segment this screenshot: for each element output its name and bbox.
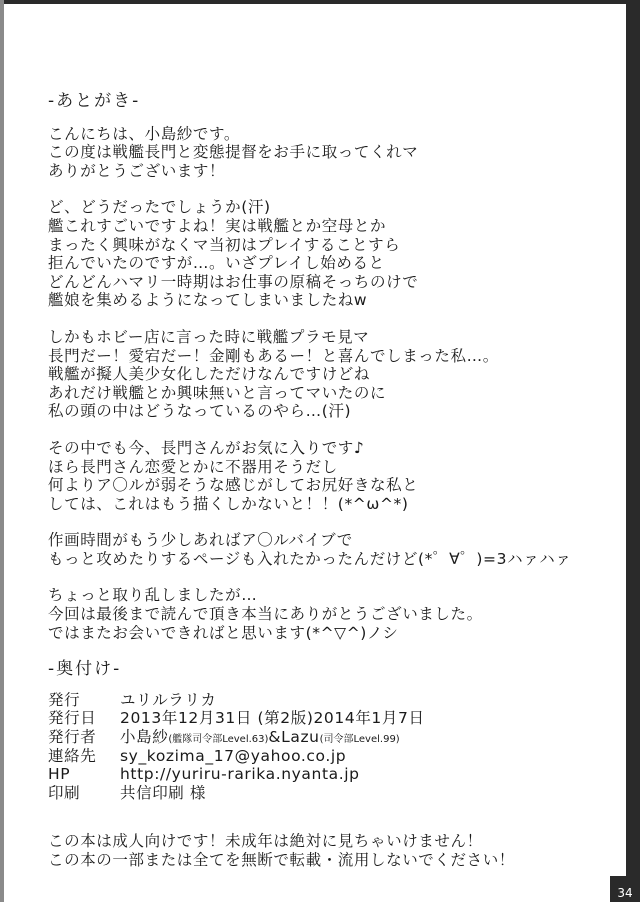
- text-line: どんどんハマリ一時期はお仕事の原稿そっちのけで: [48, 272, 419, 291]
- copyright-notice: この本の一部または全てを無断で転載・流用しないでください！: [48, 851, 515, 869]
- text-line: その中でも今、長門さんがお気に入りです♪: [48, 438, 365, 457]
- printer-name: 共信印刷 様: [120, 783, 207, 802]
- colophon-row-author: [48, 728, 608, 747]
- colophon-table: [48, 691, 608, 803]
- text-line: 私の頭の中はどうなっているのやら…(汗): [48, 402, 352, 421]
- afterword-paragraph-5: [48, 531, 608, 568]
- afterword-paragraph-4: [48, 439, 608, 513]
- text-line: まったく興味がなくマ当初はプレイすることすら: [48, 235, 401, 254]
- text-line: しては、これはもう描くしかないと！！(*^ω^*): [48, 494, 409, 513]
- text-line: 艦これすごいですよね！実は戦艦とか空母とか: [48, 216, 387, 235]
- afterword-paragraph-2: [48, 198, 608, 310]
- scan-edge-top: [0, 0, 640, 4]
- colophon-row-date: [48, 709, 608, 728]
- text-line: 戦艦が擬人美少女化しただけなんですけどね: [48, 365, 371, 384]
- author-rank-1: (艦隊司令部Level.63): [168, 734, 269, 746]
- text-line: 作画時間がもう少しあればア〇ルバイブで: [48, 531, 353, 550]
- author-name-1: 小島紗: [120, 728, 169, 747]
- text-line: 艦娘を集めるようになってしまいましたねw: [48, 291, 368, 310]
- text-line: 長門だー！愛宕だー！金剛もあるー！と喜んでしまった私…。: [48, 346, 499, 365]
- publish-date: 2013年12月31日 (第2版)2014年1月7日: [120, 709, 425, 728]
- homepage-url: http://yuriru-rarika.nyanta.jp: [120, 765, 360, 784]
- text-line: 今回は最後まで読んで頂き本当にありがとうございました。: [48, 605, 483, 624]
- author-rank-2: (司令部Level.99): [319, 734, 400, 746]
- text-line: もっと攻めたりするページも入れたかったんだけど(*゜∀゜)=3ハァハァ: [48, 549, 572, 568]
- colophon-key: 発行: [48, 690, 81, 709]
- text-line: 何よりア〇ルが弱そうな感じがしてお尻好きな私と: [48, 476, 419, 495]
- text-line: こんにちは、小島紗です。: [48, 124, 240, 143]
- afterword-paragraph-3: [48, 328, 608, 421]
- text-line: あれだけ戦艦とか興味無いと言ってマいたのに: [48, 383, 387, 402]
- text-line: しかもホビー店に言った時に戦艦プラモ見マ: [48, 327, 370, 346]
- text-line: ど、どうだったでしょうか(汗): [48, 198, 271, 217]
- colophon-title: -奥付け-: [48, 659, 122, 680]
- colophon-row-contact: [48, 747, 608, 766]
- colophon-key: HP: [48, 765, 71, 784]
- text-line: 拒んでいたのですが…。いざプレイし始めると: [48, 254, 385, 273]
- colophon-row-homepage: [48, 765, 608, 784]
- afterword-title: -あとがき-: [48, 91, 141, 111]
- page-content: [48, 92, 608, 870]
- author-join: &Lazu: [268, 728, 320, 747]
- text-line: ありがとうございます！: [48, 161, 226, 180]
- afterword-paragraph-6: [48, 586, 608, 642]
- colophon-key: 発行者: [48, 728, 97, 747]
- colophon-key: 発行日: [48, 709, 97, 728]
- text-line: ではまたお会いできればと思います(*^▽^)ノシ: [48, 623, 399, 642]
- text-line: ほら長門さん恋愛とかに不器用そうだし: [48, 457, 338, 476]
- afterword-paragraph-1: [48, 125, 608, 181]
- author-names: [120, 728, 608, 747]
- scan-edge-left: [0, 0, 4, 902]
- contact-email: sy_kozima_17@yahoo.co.jp: [120, 746, 347, 765]
- page-number: 34: [610, 876, 640, 902]
- publisher-name: ユリルラリカ: [120, 690, 217, 709]
- text-line: この度は戦艦長門と変態提督をお手に取ってくれマ: [48, 143, 419, 162]
- colophon-row-publisher: [48, 691, 608, 710]
- notices: [48, 832, 608, 869]
- colophon-key: 連絡先: [48, 746, 97, 765]
- colophon-row-printer: [48, 784, 608, 803]
- text-line: ちょっと取り乱しましたが…: [48, 586, 258, 605]
- adult-notice: この本は成人向けです！未成年は絶対に見ちゃいけません！: [48, 832, 483, 851]
- colophon-key: 印刷: [48, 783, 81, 802]
- scan-edge-right: [626, 0, 640, 902]
